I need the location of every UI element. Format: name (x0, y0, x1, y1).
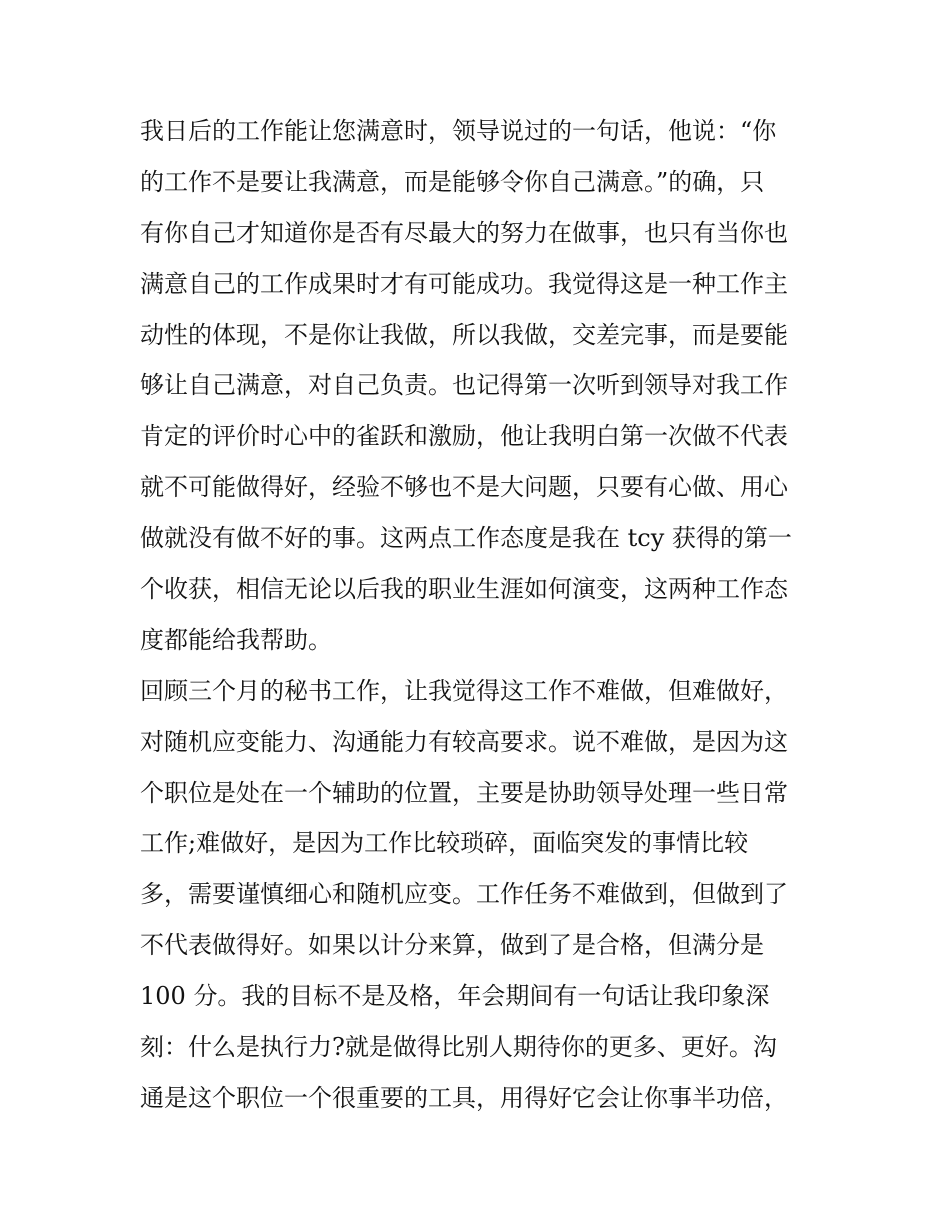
text-line: 的工作不是要让我满意，而是能够令你自己满意。”的确，只 (140, 167, 765, 196)
text-line: 有你自己才知道你是否有尽最大的努力在做事，也只有当你也 (140, 218, 788, 247)
text-line: 够让自己满意，对自己负责。也记得第一次听到领导对我工作 (140, 371, 788, 400)
text-line: 多，需要谨慎细心和随机应变。工作任务不难做到，但做到了 (140, 880, 788, 909)
text-line: 个收获，相信无论以后我的职业生涯如何演变，这两种工作态 (140, 575, 788, 604)
text-line: 通是这个职位一个很重要的工具，用得好它会让你事半功倍， (140, 1083, 788, 1112)
text-line: 我日后的工作能让您满意时，领导说过的一句话，他说：“你 (140, 117, 777, 145)
text-line: 满意自己的工作成果时才有可能成功。我觉得这是一种工作主 (140, 269, 788, 298)
text-line: 度都能给我帮助。 (140, 625, 332, 654)
text-line: 就不可能做得好，经验不够也不是大问题，只要有心做、用心 (140, 473, 788, 502)
text-line: 肯定的评价时心中的雀跃和激励，他让我明白第一次做不代表 (140, 422, 788, 451)
body-text (140, 106, 820, 1124)
text-line: 100 分。我的目标不是及格，年会期间有一句话让我印象深 (140, 982, 770, 1011)
text-line: 动性的体现，不是你让我做，所以我做，交差完事，而是要能 (140, 320, 788, 349)
text-line: 工作;难做好，是因为工作比较琐碎，面临突发的事情比较 (140, 829, 749, 858)
text-line: 回顾三个月的秘书工作，让我觉得这工作不难做，但难做好， (140, 676, 788, 705)
text-line: 不代表做得好。如果以计分来算，做到了是合格，但满分是 (140, 931, 764, 960)
text-line: 个职位是处在一个辅助的位置，主要是协助领导处理一些日常 (140, 778, 788, 807)
text-line: 做就没有做不好的事。这两点工作态度是我在 tcy 获得的第一 (140, 524, 792, 553)
text-line: 刻：什么是执行力?就是做得比别人期待你的更多、更好。沟 (140, 1033, 777, 1062)
text-line: 对随机应变能力、沟通能力有较高要求。说不难做，是因为这 (140, 727, 788, 756)
